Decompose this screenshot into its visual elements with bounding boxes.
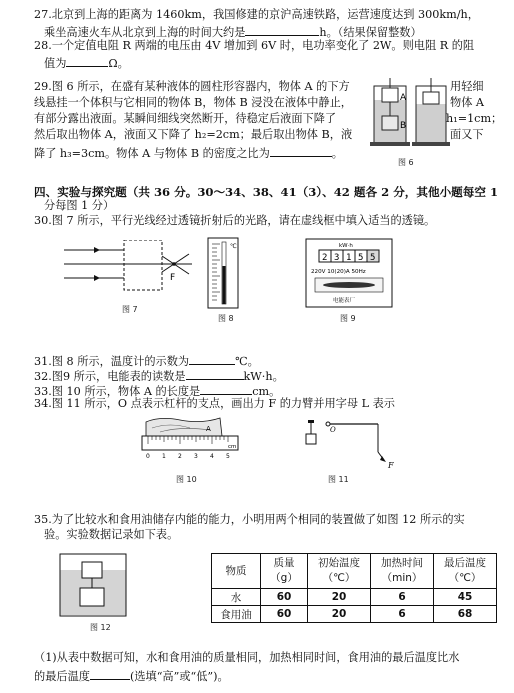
cell-heating-time: 6 — [371, 606, 434, 623]
q27-answer-blank[interactable] — [245, 23, 319, 36]
pivot-label: O — [330, 426, 336, 434]
ruler-label-2: 2 — [178, 453, 182, 460]
block-b — [382, 116, 398, 130]
cell-final-temp: 45 — [434, 589, 497, 606]
meter-digit-2: 3 — [334, 253, 340, 263]
block-a — [382, 88, 398, 102]
meter-disk — [323, 282, 375, 288]
q29-line5 — [34, 144, 343, 161]
cell-mass: 60 — [261, 589, 308, 606]
q27-text-a: 乘坐高速火车从北京到上海的时间大约是 — [44, 26, 246, 39]
arrow-icon — [94, 275, 100, 281]
meter-maker: 电能表厂 — [333, 298, 356, 304]
thermometer-unit: ℃ — [230, 243, 237, 250]
ruler-label-5: 5 — [226, 453, 230, 460]
cell-substance: 水 — [212, 589, 261, 606]
ruler-body — [142, 436, 238, 450]
q35-sub1-line1: （1)从表中数据可知，水和食用油的质量相同，加热相同时间，食用油的最后温度比水 — [34, 651, 460, 664]
right-stand-base — [412, 142, 450, 146]
q35-line2: 验。实验数据记录如下表。 — [44, 528, 179, 541]
q28-line2 — [44, 54, 129, 71]
figure-9-electric-meter — [305, 238, 393, 308]
q30-text: 30.图 7 所示，平行光线经过透镜折射后的光路，请在虚线框中填入适当的透镜。 — [34, 214, 436, 227]
header-initial-temp: 初始温度 （℃） — [308, 554, 371, 589]
q35-sub1-line2 — [34, 667, 229, 684]
figure-6-containers — [370, 78, 450, 150]
q28-text-a: 值为 — [44, 57, 67, 70]
liquid-column — [223, 266, 226, 304]
label-a: A — [400, 93, 407, 103]
lower-block — [80, 588, 104, 606]
header-final-temp: 最后温度 （℃） — [434, 554, 497, 589]
experiment-table — [211, 553, 497, 623]
q31-text-b: ℃。 — [235, 355, 259, 368]
meter-digit-5: 5 — [370, 253, 376, 263]
arrow-icon — [94, 247, 100, 253]
q32-text-a: 32.图9 所示，电能表的读数是 — [34, 370, 186, 383]
figure-10-ruler — [140, 414, 240, 470]
q29-line4: 然后取出物体 A，液面又下降了 h₂=2cm；最后取出物体 B，液 — [34, 128, 353, 141]
q29-right2: 物体 A — [450, 96, 485, 109]
ruler-label-3: 3 — [194, 453, 198, 460]
figure-10-caption: 图 10 — [176, 475, 197, 484]
q29-right3: h₁=1cm； — [446, 112, 503, 125]
cell-mass: 60 — [261, 606, 308, 623]
q35-sub1-text-a: 的最后温度 — [34, 670, 90, 683]
meter-spec: 220V 10(20)A 50Hz — [311, 269, 366, 275]
figure-11-caption: 图 11 — [328, 475, 349, 484]
wall-mount — [308, 420, 314, 423]
ruler-unit: cm — [228, 444, 237, 450]
figure-6-caption: 图 6 — [398, 158, 414, 167]
q33-answer-blank[interactable] — [200, 382, 252, 395]
q27-text-b: h。（结果保留整数） — [319, 26, 422, 39]
section-4-subline: 分每图 1 分） — [44, 199, 115, 212]
force-arrow-icon — [380, 456, 386, 462]
ruler-label-1: 1 — [162, 453, 166, 460]
header-heating-time: 加热时间 （min） — [371, 554, 434, 589]
q35-line1: 35.为了比较水和食用油储存内能的能力，小明用两个相同的装置做了如图 12 所示的实 — [34, 513, 465, 526]
q34-line: 34.图 11 所示，O 点表示杠杆的支点，画出力 F 的力臂并用字母 L 表示 — [34, 397, 395, 410]
cell-final-temp: 68 — [434, 606, 497, 623]
header-mass: 质量 （g） — [261, 554, 308, 589]
figure-9-caption: 图 9 — [340, 314, 356, 323]
cell-substance: 食用油 — [212, 606, 261, 623]
focus-point — [172, 262, 176, 266]
q28-line1: 28.一个定值电阻 R 两端的电压由 4V 增加到 6V 时，电功率变化了 2W。则电阻 R 的阻 — [34, 39, 475, 52]
figure-11-lever — [300, 418, 400, 474]
figure-8-thermometer — [206, 236, 242, 312]
q27-line2 — [44, 23, 422, 40]
table-header-row — [212, 554, 497, 589]
focus-label: F — [170, 273, 176, 283]
table-row — [212, 606, 497, 623]
q32-answer-blank[interactable] — [186, 367, 244, 380]
lens-box[interactable] — [124, 240, 162, 290]
q27-line1: 27.北京到上海的距离为 1460km，我国修建的京沪高速铁路，运营速度达到 300km/h， — [34, 8, 479, 21]
q29-line1: 29.图 6 所示，在盛有某种液体的圆柱形容器内，物体 A 的下方 — [34, 80, 350, 93]
q29-answer-blank[interactable] — [270, 144, 332, 157]
cell-initial-temp: 20 — [308, 589, 371, 606]
meter-digit-3: 1 — [346, 253, 352, 263]
upper-block — [82, 562, 102, 578]
q29-right4: 面又下 — [450, 128, 484, 141]
figure-12-caption: 图 12 — [90, 623, 111, 632]
object-a-label: A — [206, 425, 211, 433]
q35-sub1-answer-blank[interactable] — [90, 667, 130, 680]
figure-7-lens-diagram — [64, 240, 194, 300]
refracted-ray-bottom — [162, 254, 189, 272]
meter-digit-1: 2 — [322, 253, 328, 263]
q32-text-b: kW·h。 — [243, 370, 284, 383]
figure-12-apparatus — [56, 552, 132, 618]
q28-text-b: Ω。 — [108, 57, 129, 70]
q33-text-b: cm。 — [252, 385, 281, 398]
section-4-heading: 四、实验与探究题（共 36 分。30～34、38、41（3）、42 题各 2 分，其他小题每空 1 — [34, 185, 499, 199]
cell-heating-time: 6 — [371, 589, 434, 606]
q31-answer-blank[interactable] — [189, 352, 235, 365]
force-label: F — [388, 461, 394, 470]
q29-right1: 用轻细 — [450, 80, 484, 93]
label-b: B — [400, 121, 407, 131]
meter-unit-label: kW·h — [339, 243, 353, 249]
lever-weight — [306, 434, 316, 444]
header-substance: 物质 — [212, 554, 261, 589]
q29-text-b: 。 — [331, 147, 343, 160]
q33-text-a: 33.图 10 所示，物体 A 的长度是 — [34, 385, 201, 398]
right-block — [423, 92, 439, 104]
q31-text-a: 31.图 8 所示，温度计的示数为 — [34, 355, 190, 368]
figure-8-caption: 图 8 — [218, 314, 234, 323]
cell-initial-temp: 20 — [308, 606, 371, 623]
q29-text-a: 降了 h₃=3cm。物体 A 与物体 B 的密度之比为 — [34, 147, 270, 160]
meter-digit-4: 5 — [358, 253, 364, 263]
ruler-label-0: 0 — [146, 453, 150, 460]
q29-line3: 有部分露出液面。某瞬间细线突然断开，待稳定后液面下降了 — [34, 112, 337, 125]
q29-line2: 线悬挂一个体积与它相同的物体 B，物体 B 浸没在液体中静止， — [34, 96, 352, 109]
q28-answer-blank[interactable] — [66, 54, 108, 67]
table-row — [212, 589, 497, 606]
right-liquid — [417, 104, 446, 142]
ruler-label-4: 4 — [210, 453, 214, 460]
figure-7-caption: 图 7 — [122, 305, 138, 314]
refracted-ray-top — [162, 256, 189, 274]
q35-sub1-text-b: (选填“高”或“低”)。 — [129, 670, 229, 683]
left-stand-base — [370, 142, 410, 146]
